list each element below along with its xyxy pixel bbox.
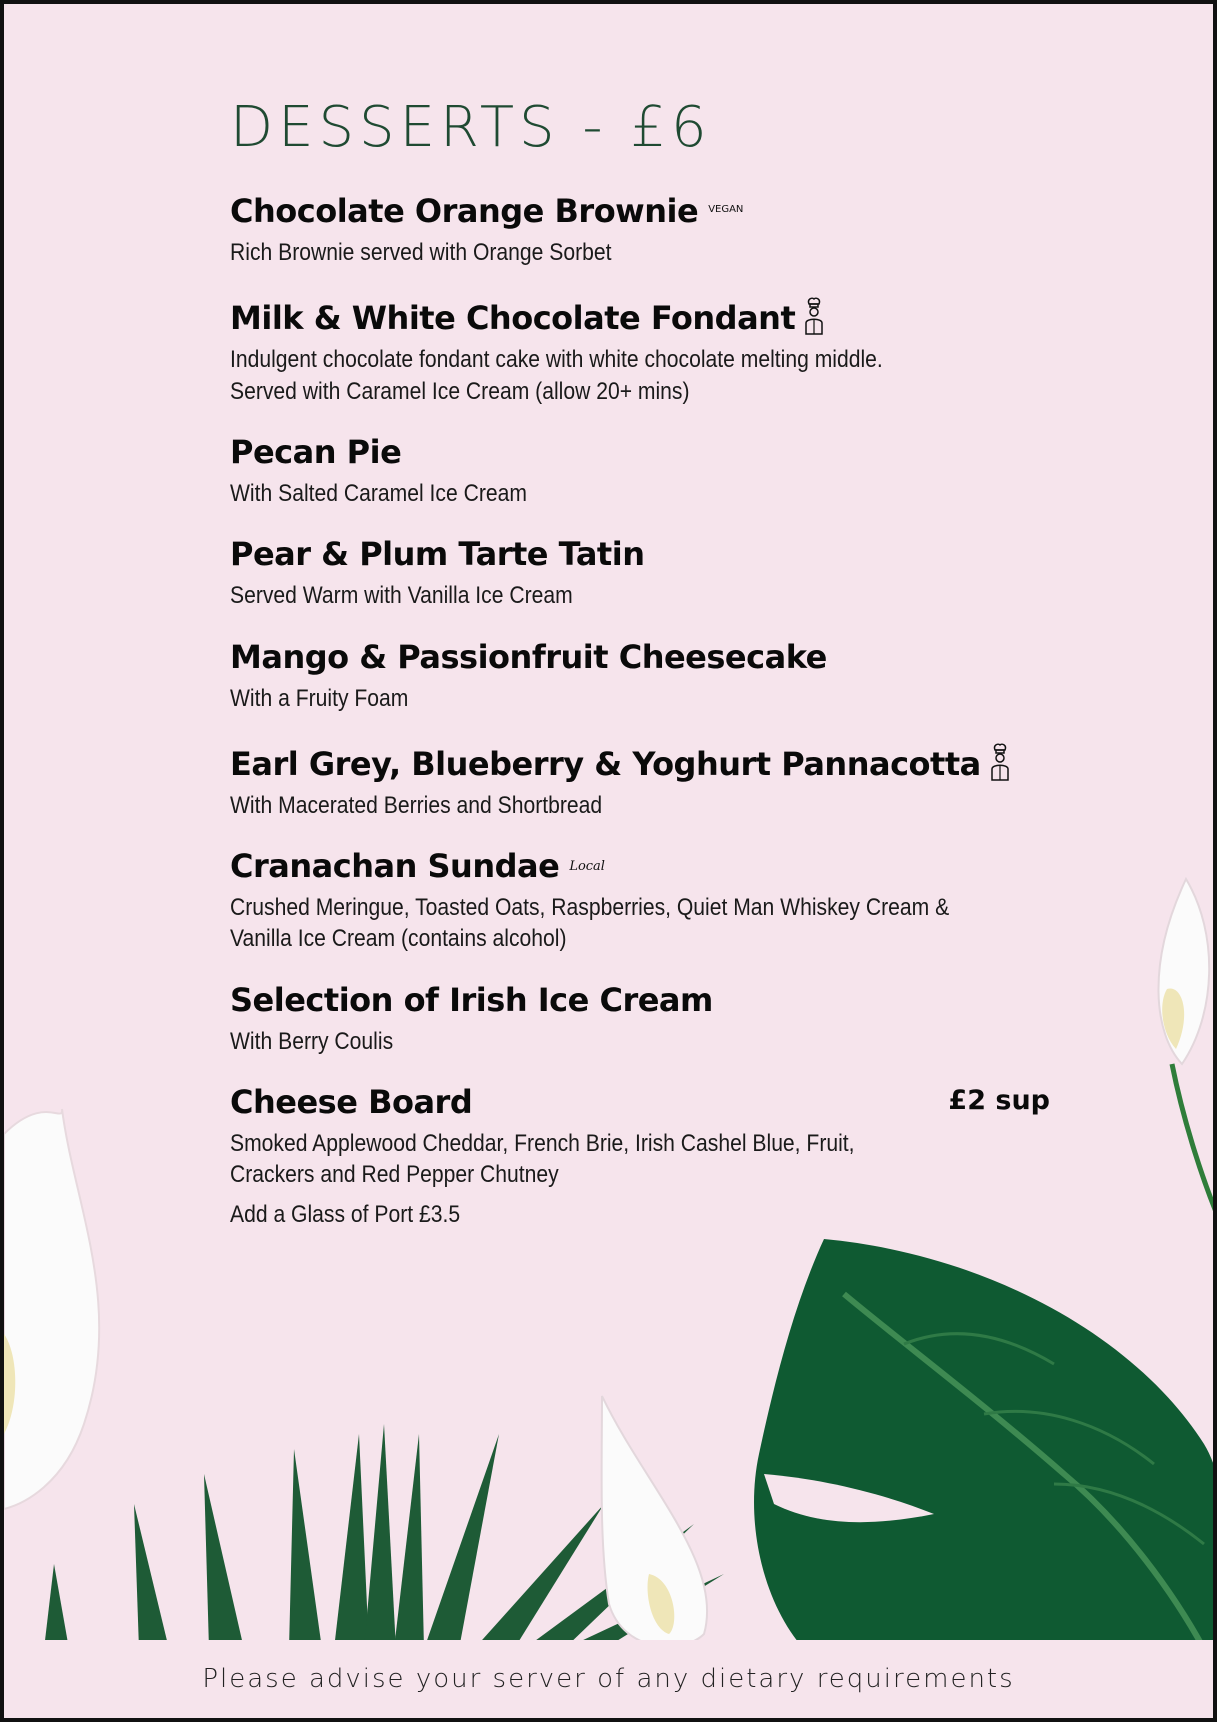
menu-item <box>230 742 1050 821</box>
item-price: £2 sup <box>948 1085 1050 1116</box>
item-name: Pecan Pie <box>230 432 402 471</box>
peace-lily-icon <box>4 1109 99 1509</box>
item-extra: Add a Glass of Port £3.5 <box>230 1200 461 1228</box>
item-name: Pear & Plum Tarte Tatin <box>230 535 645 574</box>
item-description: Crushed Meringue, Toasted Oats, Raspberries, Quiet Man Whiskey Cream & Vanilla Ice Cream (contains alcohol) <box>230 894 950 953</box>
dessert-menu <box>230 95 1050 1257</box>
item-name: Milk & White Chocolate Fondant <box>230 299 796 338</box>
peace-lily-icon <box>1158 879 1217 1224</box>
menu-item <box>230 849 1050 955</box>
item-name: Cheese Board <box>230 1083 473 1121</box>
item-description: With Macerated Berries and Shortbread <box>230 791 603 819</box>
chef-icon <box>989 742 1011 782</box>
footer-text: Please advise your server of any dietary requirements <box>202 1664 1015 1694</box>
menu-item <box>230 194 1050 268</box>
menu-item <box>230 537 1050 611</box>
chef-icon <box>803 296 825 336</box>
menu-item <box>230 296 1050 406</box>
vegan-tag: VEGAN <box>708 204 744 216</box>
item-name: Cranachan Sundae <box>230 847 560 886</box>
item-name: Earl Grey, Blueberry & Yoghurt Pannacotta <box>230 744 981 783</box>
item-description: Served Warm with Vanilla Ice Cream <box>230 582 573 610</box>
item-description: Smoked Applewood Cheddar, French Brie, Irish Cashel Blue, Fruit, Crackers and Red Pepper Chutney <box>230 1130 855 1189</box>
item-description: With a Fruity Foam <box>230 684 409 712</box>
menu-title: DESSERTS - £6 <box>230 95 712 160</box>
item-name: Selection of Irish Ice Cream <box>230 980 713 1019</box>
menu-item <box>230 980 1050 1057</box>
menu-item <box>230 432 1050 509</box>
item-name: Chocolate Orange Brownie <box>230 192 699 230</box>
footer <box>4 1640 1213 1718</box>
item-description: With Berry Coulis <box>230 1027 394 1055</box>
menu-item <box>230 1085 1050 1229</box>
monstera-leaf-icon <box>754 1239 1217 1649</box>
item-name: Mango & Passionfruit Cheesecake <box>230 637 827 676</box>
local-tag: Local <box>569 859 605 875</box>
item-description: With Salted Caramel Ice Cream <box>230 479 527 507</box>
menu-item <box>230 637 1050 714</box>
item-description: Rich Brownie served with Orange Sorbet <box>230 239 612 267</box>
item-description: Indulgent chocolate fondant cake with white chocolate melting middle. Served with Caramel Ice Cream (allow 20+ mins) <box>230 346 883 405</box>
peace-lily-icon <box>602 1396 708 1646</box>
